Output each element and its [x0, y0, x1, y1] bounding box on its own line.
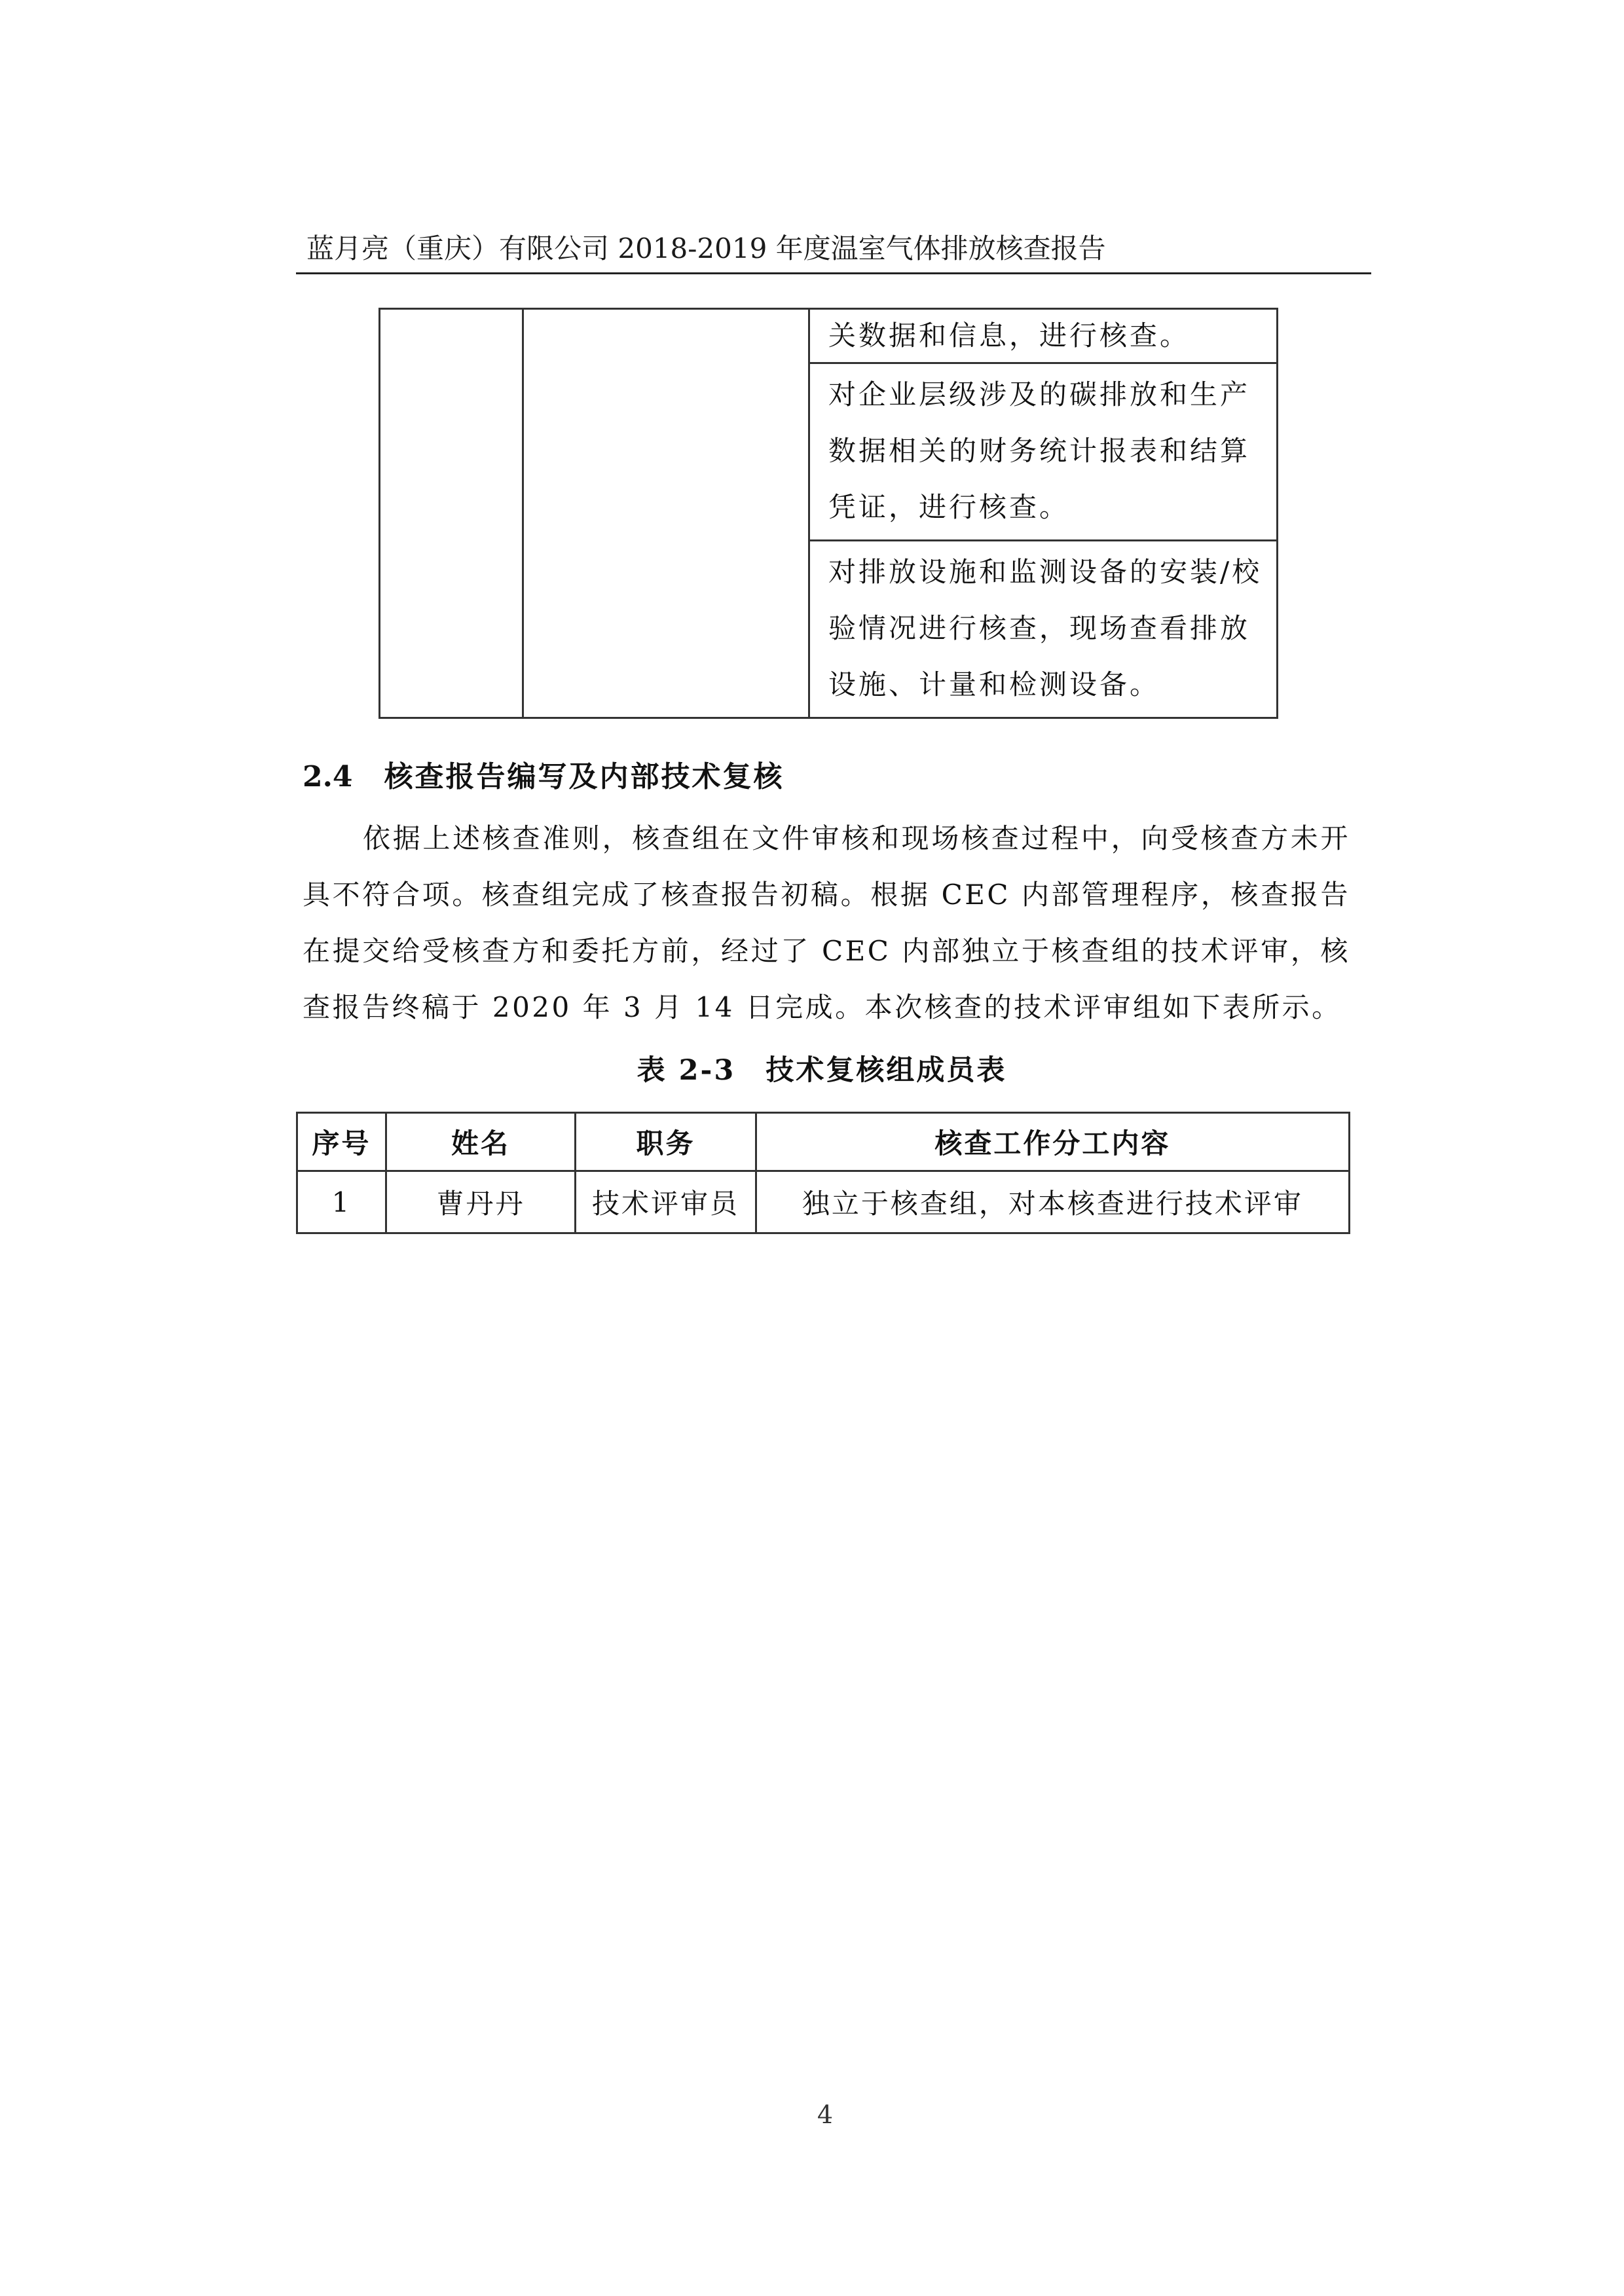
cell-duty: 独立于核查组，对本核查进行技术评审 — [756, 1171, 1349, 1233]
cell-position: 技术评审员 — [576, 1171, 756, 1233]
section-title: 核查报告编写及内部技术复核 — [384, 760, 784, 793]
verification-item-3: 对排放设施和监测设备的安装/校验情况进行核查，现场查看排放设施、计量和检测设备。 — [828, 556, 1263, 701]
cell-name: 曹丹丹 — [386, 1171, 575, 1233]
table-cell-item — [809, 541, 1278, 718]
cell-index: 1 — [297, 1171, 386, 1233]
table-cell-item — [809, 309, 1278, 363]
continued-verification-table — [378, 308, 1278, 719]
table-caption: 表 2-3 技术复核组成员表 — [637, 1054, 1007, 1087]
table-row — [297, 1171, 1350, 1233]
verification-item-2: 对企业层级涉及的碳排放和生产数据相关的财务统计报表和结算凭证，进行核查。 — [828, 378, 1251, 523]
review-team-table — [296, 1112, 1350, 1234]
table-cell-col1 — [380, 309, 523, 718]
table-cell-col2 — [523, 309, 809, 718]
verification-item-1: 关数据和信息，进行核查。 — [828, 319, 1190, 352]
column-header-position: 职务 — [576, 1113, 756, 1171]
table-header-row — [297, 1113, 1350, 1171]
table-row — [380, 309, 1278, 363]
page-header: 蓝月亮（重庆）有限公司 2018-2019 年度温室气体排放核查报告 — [306, 232, 1106, 264]
section-number: 2.4 — [303, 760, 353, 793]
header-divider — [296, 272, 1371, 274]
page-number: 4 — [817, 2100, 834, 2129]
column-header-name: 姓名 — [386, 1113, 575, 1171]
section-heading — [303, 754, 784, 800]
column-header-duty: 核查工作分工内容 — [756, 1113, 1349, 1171]
body-paragraph: 依据上述核查准则，核查组在文件审核和现场核查过程中，向受核查方未开具不符合项。核查组完成了核查报告初稿。根据 CEC 内部管理程序，核查报告在提交给受核查方和委托方前，经过了 CEC 内部独立于核查组的技术评审，核查报告终稿于 2020 年 3 月 14 日完成。本次核查的技术评审组如下表所示。 — [303, 822, 1350, 1023]
column-header-index: 序号 — [297, 1113, 386, 1171]
table-cell-item — [809, 363, 1278, 541]
